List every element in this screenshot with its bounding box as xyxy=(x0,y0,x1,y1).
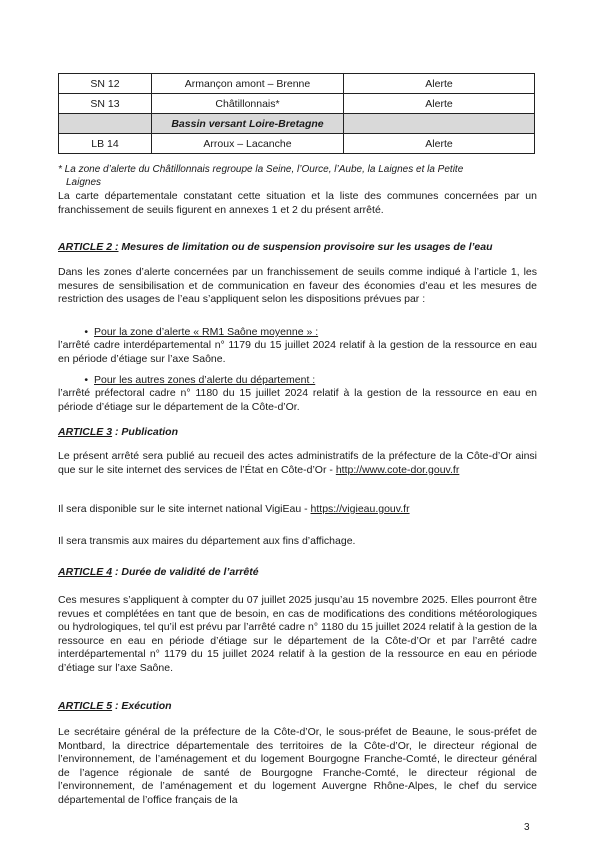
article-3-paragraph-2-text: Il sera disponible sur le site internet national VigiEau - xyxy=(58,503,311,515)
prefecture-website-link[interactable]: http://www.cote-dor.gouv.fr xyxy=(335,463,460,476)
article-5-paragraph: Le secrétaire général de la préfecture de la Côte-d’Or, le sous-préfet de Beaune, le sous-préfet de Montbard, la directrice départementale des territoires de la Côte-d’Or, le directeur régional de l’environnement, de l’aménagement et du logement Bourgogne Franche-Comté, le directeur général de l’agence régionale de santé de Bourgogne Franche-Comté, le directeur régional de l’environnement, de l’aménagement et du logement Auvergne Rhône-Alpes, le chef du service départemental de l’office français de la xyxy=(58,726,537,806)
article-2-label: ARTICLE 2 : xyxy=(58,241,119,253)
intro-paragraph: La carte départementale constatant cette situation et la liste des communes concernées par un franchissement de seuils figurent en annexes 1 et 2 du présent arrêté. xyxy=(58,190,537,216)
vigieau-link[interactable]: https://vigieau.gouv.fr xyxy=(310,503,410,515)
alert-zones-table xyxy=(58,73,535,154)
article-2-bullet-1-text: l’arrêté cadre interdépartemental n° 1179 du 15 juillet 2024 relatif à la gestion de la ressource en eau en période d’étiage sur l’axe Saône. xyxy=(58,339,537,365)
footnote-line-1: * La zone d’alerte du Châtillonnais regroupe la Seine, l’Ource, l’Aube, la Laignes et la Petite xyxy=(58,164,464,175)
bullet-1-label: Pour la zone d’alerte « RM1 Saône moyenne » : xyxy=(94,326,319,338)
article-2-bullet-2-text: l’arrêté préfectoral cadre n° 1180 du 15 juillet 2024 relatif à la gestion de la ressource en eau en période d’étiage sur le département de la Côte-d’Or. xyxy=(58,387,537,413)
zone-code: SN 13 xyxy=(59,94,152,114)
article-4-paragraph: Ces mesures s’appliquent à compter du 07 juillet 2025 jusqu’au 15 novembre 2025. Elles pourront être revues et complétées en tant que de besoin, en cas de modifications des conditions météorologiques ou hydrologiques, tel qu’il est prévu par l’arrêté cadre n° 1180 du 15 juillet 2024 relatif à la gestion de la ressource en eau en période d’étiage sur le département de la Côte-d’Or et par l’arrêté cadre interdépartemental n° 1179 du 15 juillet 2024 relatif à la gestion de la ressource en eau en période d’étiage sur l’axe Saône. xyxy=(58,594,537,674)
article-3-label: ARTICLE 3 xyxy=(58,426,113,438)
article-5-label: ARTICLE 5 xyxy=(58,700,113,712)
basin-cell-empty xyxy=(344,114,535,134)
bullet-icon: • xyxy=(84,326,88,338)
zone-name: Armançon amont – Brenne xyxy=(152,74,344,94)
article-2-paragraph: Dans les zones d’alerte concernées par un franchissement de seuils comme indiqué à l’article 1, les mesures de sensibilisation et de communication en faveur des économies d’eau et les mesures de restriction des usages de l’eau s’appliquent selon les dispositions prévues par : xyxy=(58,266,537,306)
article-4-title: : Durée de validité de l’arrêté xyxy=(112,566,259,578)
zone-status: Alerte xyxy=(344,74,535,94)
article-3-heading xyxy=(58,426,537,439)
bullet-icon: • xyxy=(84,374,88,386)
footnote-line-2: Laignes xyxy=(66,177,102,188)
article-3-paragraph-2 xyxy=(58,503,537,517)
table-row xyxy=(59,94,535,114)
zone-code: SN 12 xyxy=(59,74,152,94)
table-footnote xyxy=(58,163,538,189)
article-3-title: : Publication xyxy=(112,426,178,438)
page-number: 3 xyxy=(524,822,530,833)
zone-code: LB 14 xyxy=(59,134,152,154)
article-3-paragraph-1 xyxy=(58,450,537,477)
article-4-heading xyxy=(58,566,537,579)
table-row xyxy=(59,134,535,154)
bullet-2-label: Pour les autres zones d’alerte du département : xyxy=(94,374,316,386)
zone-name: Châtillonnais* xyxy=(152,94,344,114)
article-5-heading xyxy=(58,700,537,713)
article-2-title: Mesures de limitation ou de suspension provisoire sur les usages de l’eau xyxy=(118,241,493,253)
basin-cell-empty xyxy=(59,114,152,134)
article-2-heading xyxy=(58,241,537,254)
table-row xyxy=(59,74,535,94)
article-5-title: : Exécution xyxy=(112,700,172,712)
article-4-label: ARTICLE 4 xyxy=(58,566,113,578)
article-2-bullet-2 xyxy=(58,374,537,388)
article-3-paragraph-3: Il sera transmis aux maires du département aux fins d’affichage. xyxy=(58,535,356,547)
article-2-bullet-1 xyxy=(58,326,537,340)
article-3-paragraph-1-text: Le présent arrêté sera publié au recueil des actes administratifs de la préfecture de la Côte-d’Or ainsi que sur le site internet des services de l’État en Côte-d’Or - xyxy=(58,450,537,476)
basin-name: Bassin versant Loire-Bretagne xyxy=(152,114,344,134)
zone-status: Alerte xyxy=(344,134,535,154)
zone-name: Arroux – Lacanche xyxy=(152,134,344,154)
basin-header-row xyxy=(59,114,535,134)
zone-status: Alerte xyxy=(344,94,535,114)
